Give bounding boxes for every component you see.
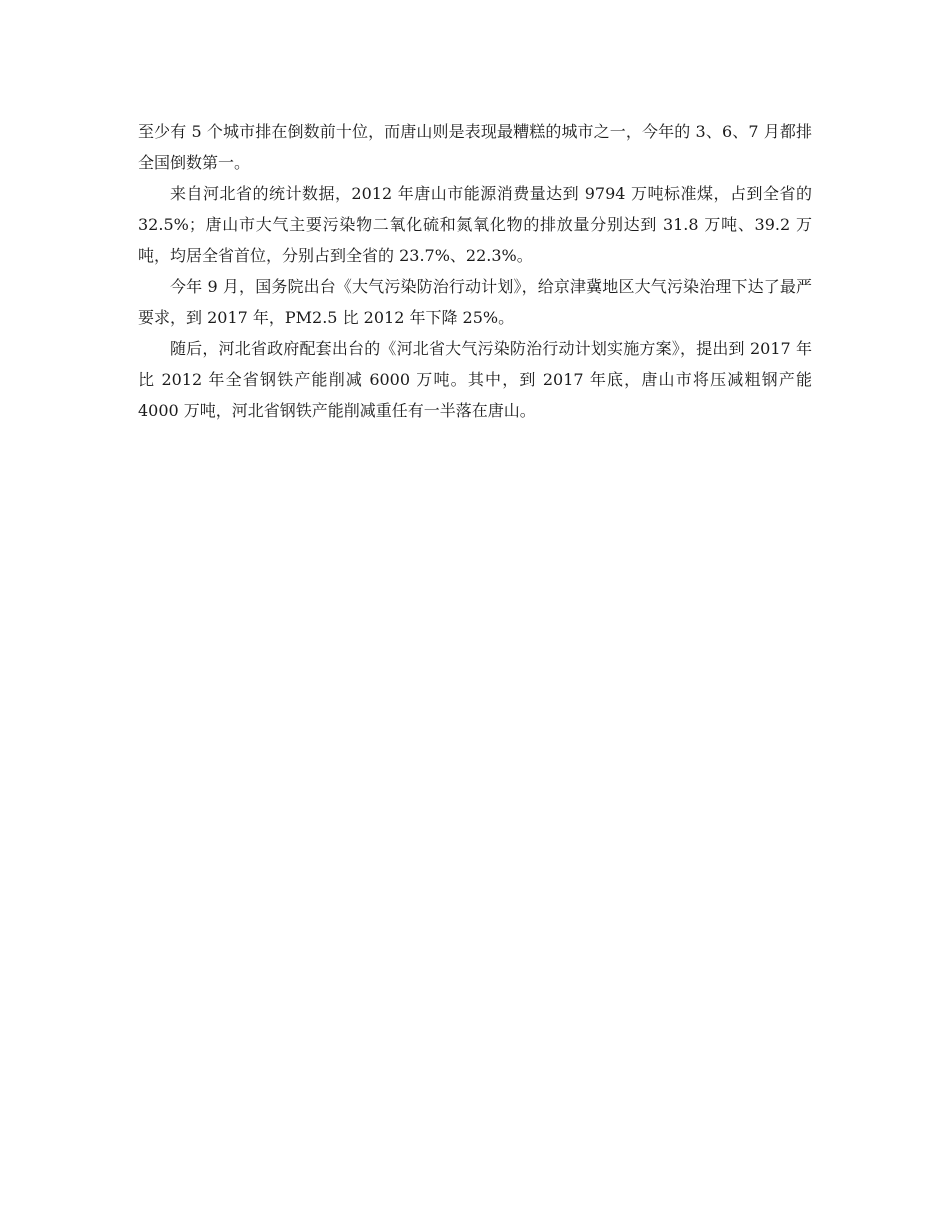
- paragraph-hebei-implementation: 随后，河北省政府配套出台的《河北省大气污染防治行动计划实施方案》，提出到 2017 年比 2012 年全省钢铁产能削减 6000 万吨。其中，到 2017 年底，唐山市将压减粗钢产能 4000 万吨，河北省钢铁产能削减重任有一半落在唐山。: [138, 339, 812, 420]
- paragraph-continuation: 至少有 5 个城市排在倒数前十位，而唐山则是表现最糟糕的城市之一，今年的 3、6、7 月都排全国倒数第一。: [138, 122, 812, 172]
- paragraph-state-council-plan: 今年 9 月，国务院出台《大气污染防治行动计划》，给京津冀地区大气污染治理下达了最严要求，到 2017 年，PM2.5 比 2012 年下降 25%。: [138, 277, 812, 327]
- paragraph-energy-statistics: 来自河北省的统计数据，2012 年唐山市能源消费量达到 9794 万吨标准煤，占到全省的 32.5%；唐山市大气主要污染物二氧化硫和氮氧化物的排放量分别达到 31.8 万吨、39.2 万吨，均居全省首位，分别占到全省的 23.7%、22.3%。: [138, 184, 812, 265]
- document-body: [138, 116, 812, 426]
